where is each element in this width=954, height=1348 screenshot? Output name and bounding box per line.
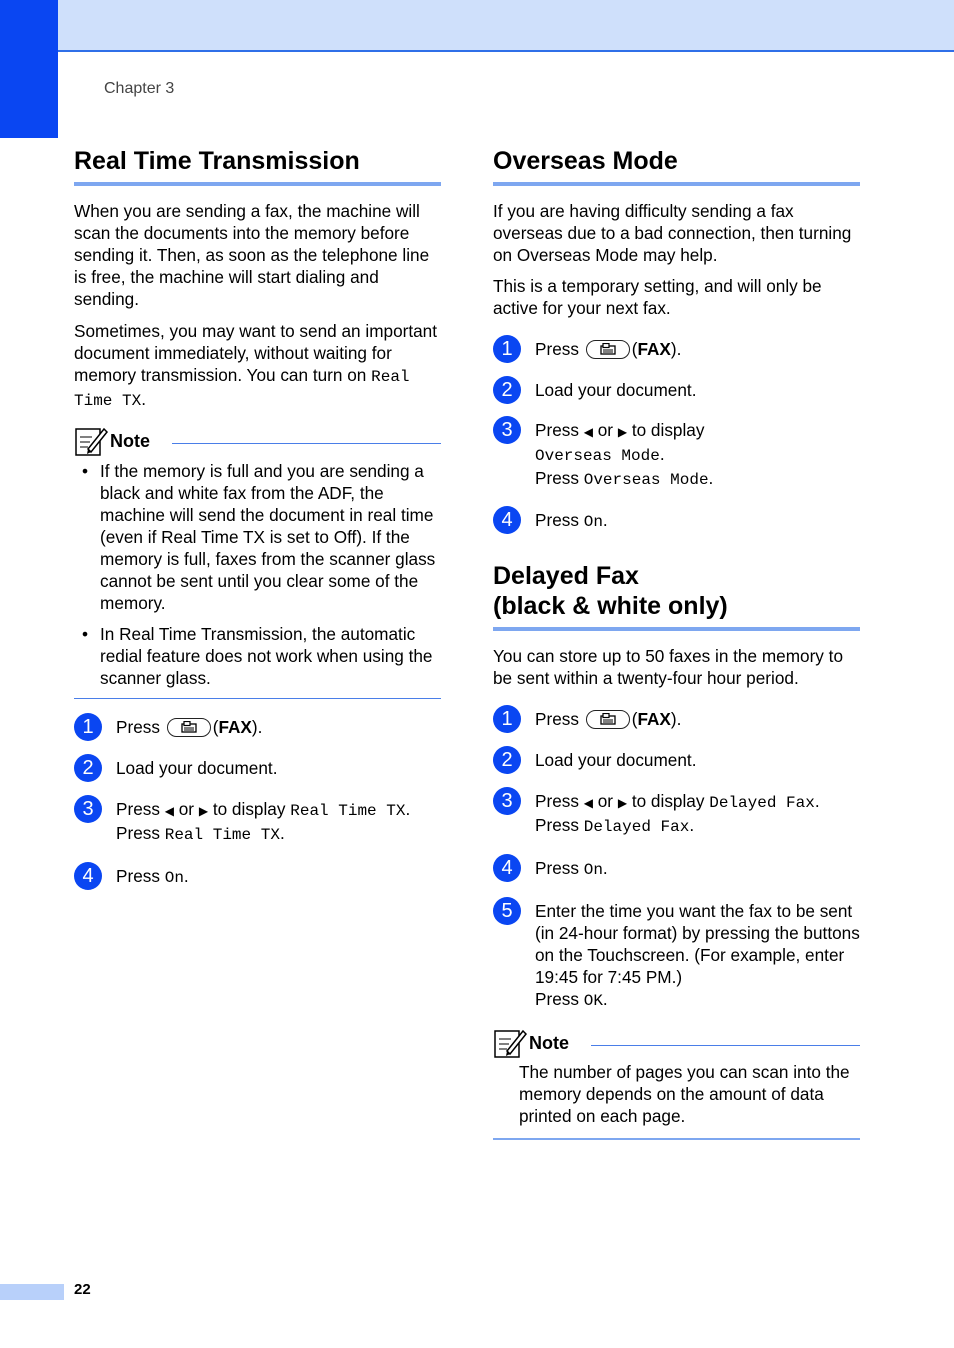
step-text: Press xyxy=(116,717,160,737)
step-1: 1 Press (FAX). xyxy=(74,716,441,738)
step-2 xyxy=(74,757,441,779)
menu-code: Overseas Mode xyxy=(535,447,660,465)
step-text: to display xyxy=(631,791,705,811)
step-text: or xyxy=(597,420,614,440)
note-divider xyxy=(591,1045,860,1046)
step-text: Press xyxy=(535,858,579,878)
menu-code: Delayed Fax xyxy=(709,794,815,812)
left-arrow-icon: ◀ xyxy=(583,796,593,810)
note-title: Note xyxy=(110,430,150,451)
numbered-circle-icon: 2 xyxy=(74,754,102,782)
step-5: 5 Enter the time you want the fax to be sent (in 24-hour format) by pressing the buttons on the Touchscreen. (For example, enter 19:45 for 7:45 PM.) Press OK. xyxy=(493,900,860,1012)
menu-code: Real Time TX xyxy=(74,368,410,410)
step-text: Enter the time you want the fax to be sent (in 24-hour format) by pressing the buttons on the Touchscreen. (For example, enter 19:45 for 7:45 PM.) xyxy=(535,901,860,987)
title-line: Delayed Fax xyxy=(493,562,639,590)
step-text: Load your document. xyxy=(116,758,278,778)
right-arrow-icon: ▶ xyxy=(617,425,628,439)
menu-code: Overseas Mode xyxy=(583,471,709,489)
step-2 xyxy=(493,749,860,771)
step-text: to display xyxy=(212,799,286,819)
note-pencil-icon xyxy=(74,425,108,457)
menu-code: On xyxy=(583,513,603,531)
right-arrow-icon: ▶ xyxy=(617,796,628,810)
menu-code: OK xyxy=(583,992,603,1010)
section-title-overseas: Overseas Mode xyxy=(493,140,860,186)
note-header xyxy=(74,424,441,458)
menu-code: On xyxy=(164,869,184,887)
step-4: 4 Press On. xyxy=(74,865,441,889)
right-arrow-icon: ▶ xyxy=(198,804,209,818)
step-list xyxy=(74,716,441,889)
chapter-label: Chapter 3 xyxy=(104,80,175,97)
fax-key-label: FAX xyxy=(637,709,671,729)
page-number: 22 xyxy=(74,1281,91,1298)
note-list xyxy=(74,460,441,689)
step-4: 4 Press On. xyxy=(493,857,860,881)
numbered-circle-icon: 4 xyxy=(493,854,521,882)
note-pencil-icon xyxy=(493,1027,527,1059)
numbered-circle-icon: 1 xyxy=(493,335,521,363)
numbered-circle-icon: 2 xyxy=(493,746,521,774)
left-arrow-icon: ◀ xyxy=(164,804,174,818)
paragraph: Sometimes, you may want to send an important document immediately, without waiting for memory transmission. You can turn on Real Time TX. xyxy=(74,321,438,410)
numbered-circle-icon: 5 xyxy=(493,897,521,925)
numbered-circle-icon: 3 xyxy=(74,795,102,823)
note-bullet: • In Real Time Transmission, the automatic redial feature does not work when using the scanner glass. xyxy=(74,623,441,689)
step-text: Press xyxy=(116,866,160,886)
step-3: 3 Press ◀ or ▶ to display Delayed Fax. Press Delayed Fax. xyxy=(493,790,860,838)
step-text: Load your document. xyxy=(535,750,697,770)
numbered-circle-icon: 2 xyxy=(493,376,521,404)
fax-key-icon xyxy=(586,710,630,729)
step-text: Press xyxy=(535,815,579,835)
numbered-circle-icon: 4 xyxy=(74,862,102,890)
note-box xyxy=(493,1026,860,1140)
step-1: 1 Press (FAX). xyxy=(493,338,860,360)
paragraph: If you are having difficulty sending a fax overseas due to a bad connection, then turning on Overseas Mode may help. xyxy=(493,201,852,265)
step-text: Press xyxy=(535,791,579,811)
step-text: Press xyxy=(535,420,579,440)
step-text: Press xyxy=(535,339,579,359)
step-text: Press xyxy=(535,468,579,488)
step-text: Load your document. xyxy=(535,380,697,400)
fax-key-label: FAX xyxy=(637,339,671,359)
chapter-tab xyxy=(0,0,58,138)
title-line: (black & white only) xyxy=(493,592,728,620)
numbered-circle-icon: 1 xyxy=(74,713,102,741)
step-text: or xyxy=(597,791,614,811)
paragraph: When you are sending a fax, the machine will scan the documents into the memory before sending it. Then, as soon as the telephone line is free, the machine will start dialing and sending. xyxy=(74,201,430,309)
step-text: Press xyxy=(116,823,160,843)
note-header xyxy=(493,1026,860,1060)
step-text: Press xyxy=(116,799,160,819)
note-divider xyxy=(172,443,441,444)
header-band xyxy=(0,0,954,52)
step-1: 1 Press (FAX). xyxy=(493,708,860,730)
numbered-circle-icon: 3 xyxy=(493,416,521,444)
left-column xyxy=(74,140,441,889)
step-list xyxy=(493,708,860,1012)
step-text: Press xyxy=(535,709,579,729)
numbered-circle-icon: 4 xyxy=(493,506,521,534)
section-title-delayed-fax xyxy=(493,555,860,631)
step-text: or xyxy=(178,799,195,819)
fax-key-icon xyxy=(167,718,211,737)
step-text: Press xyxy=(535,510,579,530)
step-2 xyxy=(493,379,860,401)
step-text: to display xyxy=(631,420,705,440)
paragraph-text: Sometimes, you may want to send an important document immediately, without waiting for memory transmission. You can turn on xyxy=(74,321,438,385)
menu-code: Delayed Fax xyxy=(583,818,690,836)
numbered-circle-icon: 3 xyxy=(493,787,521,815)
menu-code: Real Time TX xyxy=(164,826,280,844)
right-column xyxy=(493,140,860,1140)
numbered-circle-icon: 1 xyxy=(493,705,521,733)
step-text: Press xyxy=(535,989,579,1009)
step-list xyxy=(493,338,860,533)
step-4: 4 Press On. xyxy=(493,509,860,533)
footer-band xyxy=(0,1284,64,1300)
left-arrow-icon: ◀ xyxy=(583,425,593,439)
section-title-real-time: Real Time Transmission xyxy=(74,140,441,186)
step-3: 3 Press ◀ or ▶ to display Real Time TX. Press Real Time TX. xyxy=(74,798,441,846)
paragraph: This is a temporary setting, and will only be active for your next fax. xyxy=(493,276,822,318)
paragraph: You can store up to 50 faxes in the memory to be sent within a twenty-four hour period. xyxy=(493,646,844,688)
note-divider xyxy=(493,1138,860,1140)
note-box xyxy=(74,424,441,699)
step-3: 3 Press ◀ or ▶ to display Overseas Mode. Press Overseas Mode. xyxy=(493,419,860,491)
menu-code: Real Time TX xyxy=(290,802,406,820)
menu-code: On xyxy=(583,861,603,879)
note-title: Note xyxy=(529,1032,569,1053)
fax-key-icon xyxy=(586,340,630,359)
note-bullet: • If the memory is full and you are sending a black and white fax from the ADF, the machine will send the document in real time (even if Real Time TX is set to Off). If the memory is full, faxes from the scanner glass cannot be sent until you clear some of the memory. xyxy=(74,460,441,614)
note-text: The number of pages you can scan into the memory depends on the amount of data printed on each page. xyxy=(519,1062,850,1126)
note-divider xyxy=(74,698,441,699)
fax-key-label: FAX xyxy=(218,717,252,737)
